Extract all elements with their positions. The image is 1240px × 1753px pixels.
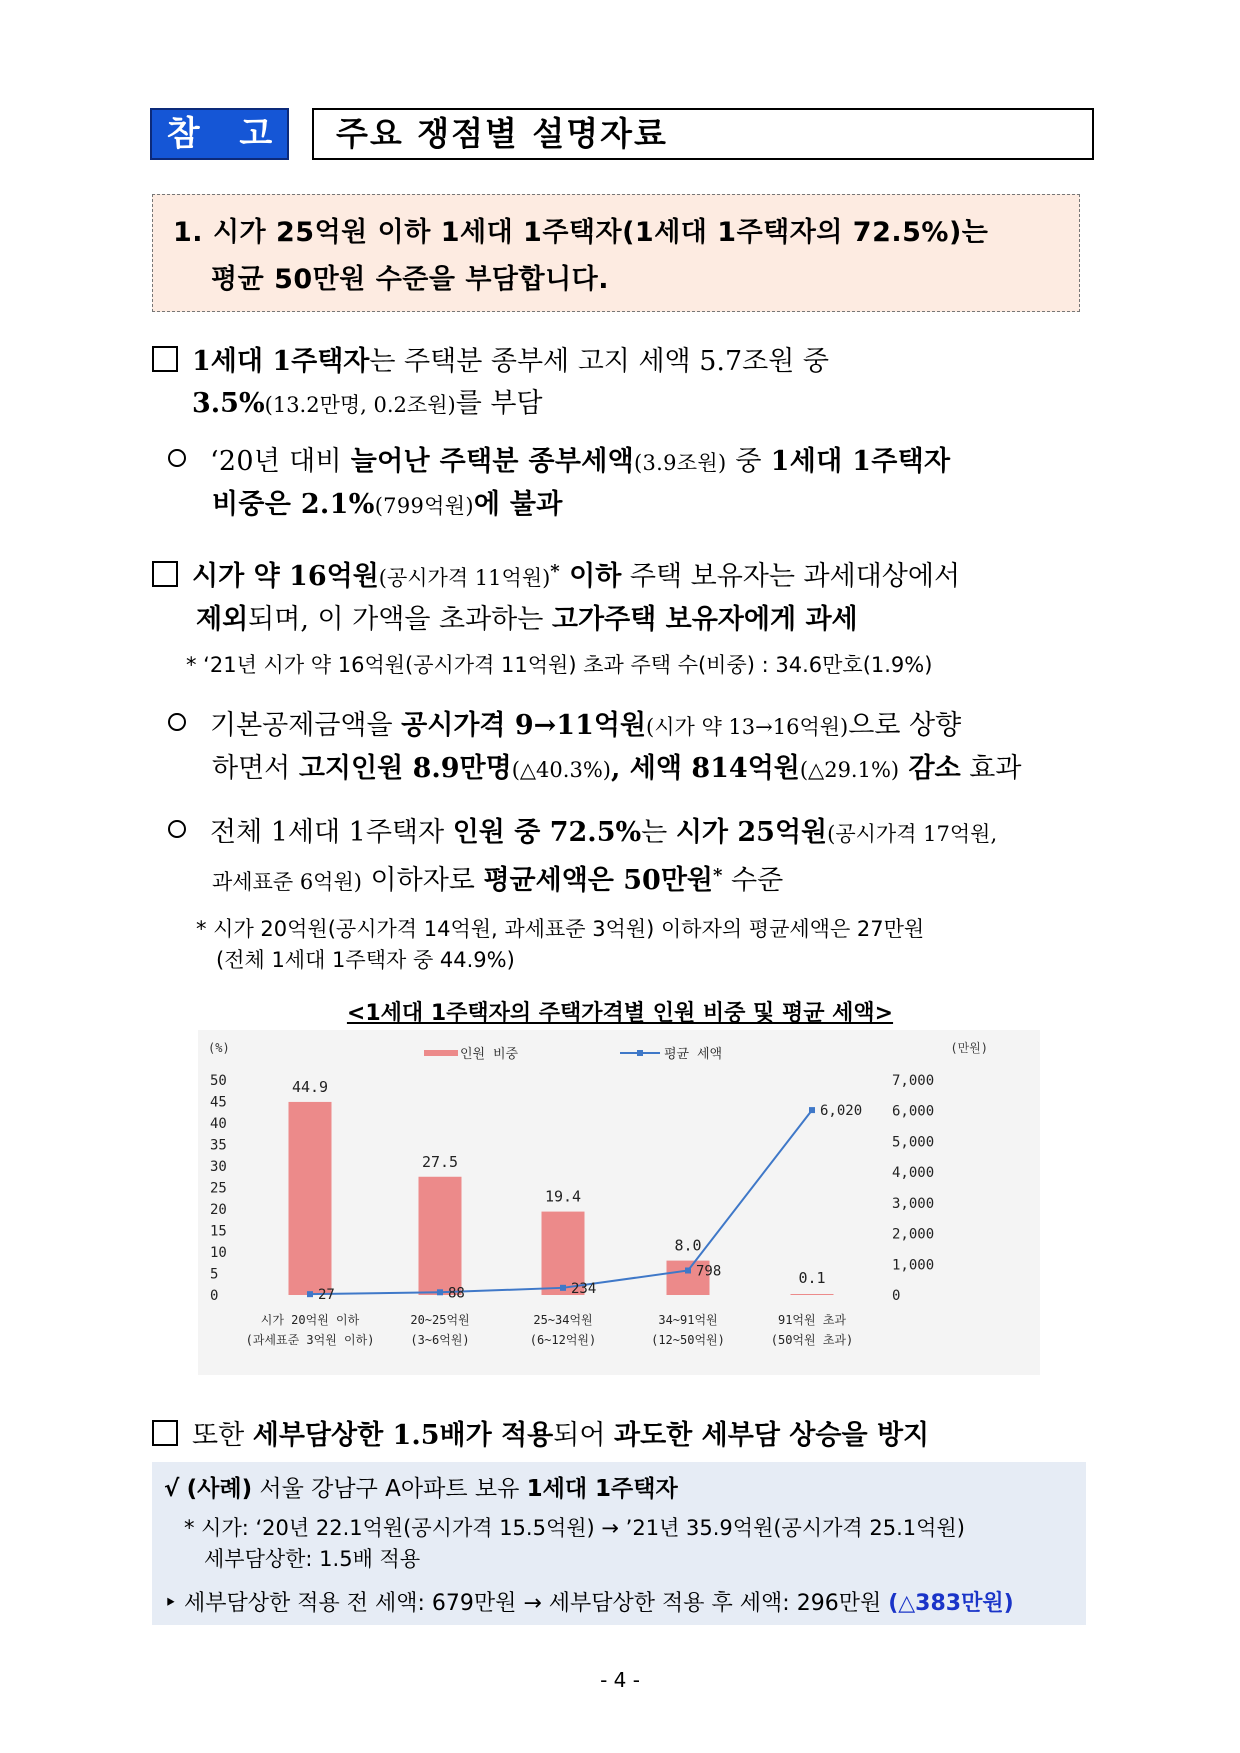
right-axis-tick: 4,000 — [892, 1165, 935, 1182]
left-axis-tick: 30 — [210, 1159, 227, 1175]
left-axis-tick: 20 — [210, 1202, 227, 1218]
footnote-2-line2: (전체 1세대 1주택자 중 44.9%) — [216, 948, 515, 972]
p2a-b4: 감소 — [899, 753, 961, 784]
square-bullet-icon — [152, 346, 178, 372]
section-heading-line1: 1. 시가 25억원 이하 1세대 1주택자(1세대 1주택자의 72.5%)는 — [173, 217, 989, 248]
left-axis-tick: 45 — [210, 1094, 227, 1111]
p1-rest1: 는 주택분 종부세 고지 세액 5.7조원 중 — [369, 346, 829, 377]
chart-container — [198, 1030, 1040, 1375]
page-number: - 4 - — [600, 1668, 640, 1692]
paragraph-2b — [168, 812, 997, 903]
legend-line-label: 평균 세액 — [664, 1047, 723, 1062]
right-axis-tick: 7,000 — [892, 1073, 935, 1089]
p2-star: * — [550, 561, 560, 582]
p3-b1: 세부담상한 1.5배가 적용 — [252, 1420, 554, 1451]
p1a-t1: ‘20년 대비 — [210, 446, 351, 477]
example-t2: 세부담상한 적용 전 세액: 679만원 → 세부담상한 적용 후 세액: 296만원 — [176, 1591, 889, 1616]
category-sublabel: (12~50억원) — [651, 1333, 725, 1347]
p2a-s1: (시가 약 13→16억원) — [646, 715, 849, 739]
circle-bullet-icon — [168, 820, 186, 838]
p2b-s2: 과세표준 6억원) — [212, 870, 362, 894]
example-highlight: (△383만원) — [888, 1591, 1014, 1616]
section-heading-line2: 평균 50만원 수준을 부담합니다. — [211, 264, 610, 295]
circle-bullet-icon — [168, 713, 186, 731]
line-point — [307, 1291, 313, 1297]
p1a-b4: 에 불과 — [473, 489, 563, 520]
left-axis-tick: 35 — [210, 1137, 227, 1154]
legend-bar-label: 인원 비중 — [460, 1047, 519, 1062]
category-label: 시가 20억원 이하 — [260, 1313, 360, 1327]
line-point — [560, 1285, 566, 1291]
bar-data-label: 27.5 — [421, 1152, 459, 1171]
p2b-b3: 평균세액은 50만원 — [483, 865, 713, 896]
category-label: 20~25억원 — [410, 1313, 470, 1327]
line-point — [685, 1267, 691, 1273]
reference-badge: 참 고 — [150, 108, 289, 160]
combo-chart — [198, 1030, 1040, 1375]
square-bullet-icon — [152, 1420, 178, 1446]
footnote-2 — [196, 914, 924, 976]
right-axis-tick: 0 — [892, 1288, 901, 1304]
p1-rest2: 를 부담 — [455, 388, 543, 419]
paragraph-2a — [168, 705, 1021, 791]
p2-b2: 이하 — [559, 561, 622, 592]
p2b-t2: 는 — [641, 817, 676, 848]
circle-bullet-icon — [168, 449, 186, 467]
left-axis-unit: (%) — [208, 1041, 230, 1055]
p2-b4: 고가주택 보유자에게 과세 — [551, 604, 858, 635]
p3-t2: 되어 — [553, 1420, 615, 1451]
p2b-b1: 인원 중 72.5% — [452, 817, 642, 848]
p1a-s1: (3.9조원) — [633, 451, 727, 475]
category-label: 25~34억원 — [533, 1313, 593, 1327]
p2b-star: * — [713, 865, 723, 886]
paragraph-1a — [168, 441, 950, 527]
category-sublabel: (50억원 초과) — [770, 1333, 854, 1347]
line-data-label: 27 — [318, 1287, 335, 1304]
category-sublabel: (과세표준 3억원 이하) — [245, 1333, 375, 1347]
p1a-t2: 중 — [726, 446, 771, 477]
p1a-b1: 늘어난 주택분 종부세액 — [350, 446, 634, 477]
left-axis-tick: 0 — [210, 1288, 219, 1304]
line-point — [809, 1107, 815, 1113]
example-t1: 서울 강남구 A아파트 보유 — [252, 1476, 527, 1502]
section-heading-box — [152, 194, 1080, 312]
legend-line-marker — [637, 1050, 643, 1056]
p2a-t1: 기본공제금액을 — [210, 710, 402, 741]
bar — [289, 1102, 332, 1295]
check-mark-icon: √ — [164, 1476, 180, 1502]
line-point — [437, 1289, 443, 1295]
chart-title — [0, 996, 1240, 1027]
p2b-t4: 수준 — [722, 865, 784, 896]
bar-data-label: 44.9 — [291, 1077, 329, 1096]
paragraph-3 — [152, 1415, 929, 1457]
p2a-b1: 공시가격 9→11억원 — [401, 710, 647, 741]
p2a-b3: , 세액 814억원 — [610, 753, 800, 784]
example-result — [164, 1586, 1014, 1617]
bar — [791, 1294, 834, 1295]
paragraph-2 — [152, 551, 960, 641]
left-axis-tick: 25 — [210, 1180, 227, 1197]
example-b2: 1세대 1주택자 — [526, 1476, 678, 1502]
right-axis-tick: 6,000 — [892, 1103, 935, 1120]
example-note — [184, 1513, 965, 1575]
p3-b2: 과도한 세부담 상승을 방지 — [614, 1420, 930, 1451]
p2b-t1: 전체 1세대 1주택자 — [210, 817, 453, 848]
p2-t1: 주택 보유자는 과세대상에서 — [621, 561, 961, 592]
right-axis-unit: (만원) — [950, 1041, 988, 1055]
p2b-t3: 이하자로 — [361, 865, 484, 896]
p2b-s1: (공시가격 17억원, — [827, 822, 998, 846]
right-axis-tick: 3,000 — [892, 1195, 935, 1212]
p2-t2: 되며, 이 가액을 초과하는 — [248, 604, 552, 635]
p2-s1: (공시가격 11억원) — [378, 566, 551, 590]
paragraph-1 — [152, 341, 829, 426]
left-axis-tick: 10 — [210, 1245, 227, 1261]
p3-t1: 또한 — [192, 1420, 253, 1451]
p2a-t3: 하면서 — [212, 753, 299, 784]
left-axis-tick: 40 — [210, 1116, 227, 1132]
right-axis-tick: 2,000 — [892, 1226, 935, 1243]
p2b-b2: 시가 25억원 — [675, 817, 828, 848]
example-b1: (사례) — [186, 1476, 253, 1502]
example-note-line2: 세부담상한: 1.5배 적용 — [204, 1547, 421, 1571]
category-sublabel: (6~12억원) — [529, 1333, 597, 1347]
footnote-1: * ‘21년 시가 약 16억원(공시가격 11억원) 초과 주택 수(비중) : 34.6만호(1.9%) — [186, 653, 933, 677]
left-axis-tick: 15 — [210, 1223, 227, 1240]
category-sublabel: (3~6억원) — [410, 1333, 470, 1347]
p1-bold1: 1세대 1주택자 — [192, 346, 370, 377]
p2-b1: 시가 약 16억원 — [192, 561, 379, 592]
p1a-b2: 1세대 1주택자 — [770, 446, 951, 477]
legend-bar-swatch — [424, 1050, 458, 1056]
example-box — [152, 1462, 1086, 1625]
category-label: 91억원 초과 — [777, 1313, 847, 1327]
example-note-line1: * 시가: ‘20년 22.1억원(공시가격 15.5억원) → ’21년 35.9억원(공시가격 25.1억원) — [184, 1516, 965, 1540]
p2a-s3: (△29.1%) — [799, 758, 900, 782]
p2a-t4: 효과 — [960, 753, 1022, 784]
bar-data-label: 19.4 — [544, 1187, 582, 1206]
footnote-2-line1: * 시가 20억원(공시가격 14억원, 과세표준 3억원) 이하자의 평균세액은 27만원 — [196, 917, 925, 941]
line-data-label: 798 — [696, 1263, 722, 1280]
chart-title-text: <1세대 1주택자의 주택가격별 인원 비중 및 평균 세액> — [346, 1001, 894, 1026]
left-axis-tick: 50 — [210, 1073, 227, 1089]
p2-b3: 제외 — [196, 604, 249, 635]
p1a-b3: 비중은 2.1% — [212, 489, 375, 520]
square-bullet-icon — [152, 561, 178, 587]
line-data-label: 6,020 — [820, 1103, 863, 1120]
right-axis-tick: 1,000 — [892, 1257, 935, 1274]
line-data-label: 234 — [571, 1280, 597, 1297]
p1-bold2: 3.5% — [192, 388, 265, 419]
left-axis-tick: 5 — [210, 1266, 219, 1283]
p1a-s2: (799억원) — [374, 494, 474, 518]
bar-data-label: 8.0 — [674, 1236, 702, 1255]
category-label: 34~91억원 — [658, 1313, 718, 1327]
bar-data-label: 0.1 — [798, 1269, 826, 1287]
triangle-bullet-icon: ‣ — [164, 1591, 177, 1616]
p1-small2: (13.2만명, 0.2조원) — [264, 393, 456, 417]
bar — [419, 1177, 462, 1295]
p2a-t2: 으로 상향 — [848, 710, 962, 741]
right-axis-tick: 5,000 — [892, 1134, 935, 1151]
page-title: 주요 쟁점별 설명자료 — [312, 108, 1094, 160]
p2a-s2: (△40.3%) — [511, 758, 611, 782]
example-heading — [164, 1470, 678, 1503]
p2a-b2: 고지인원 8.9만명 — [298, 753, 512, 784]
line-data-label: 88 — [448, 1285, 465, 1302]
